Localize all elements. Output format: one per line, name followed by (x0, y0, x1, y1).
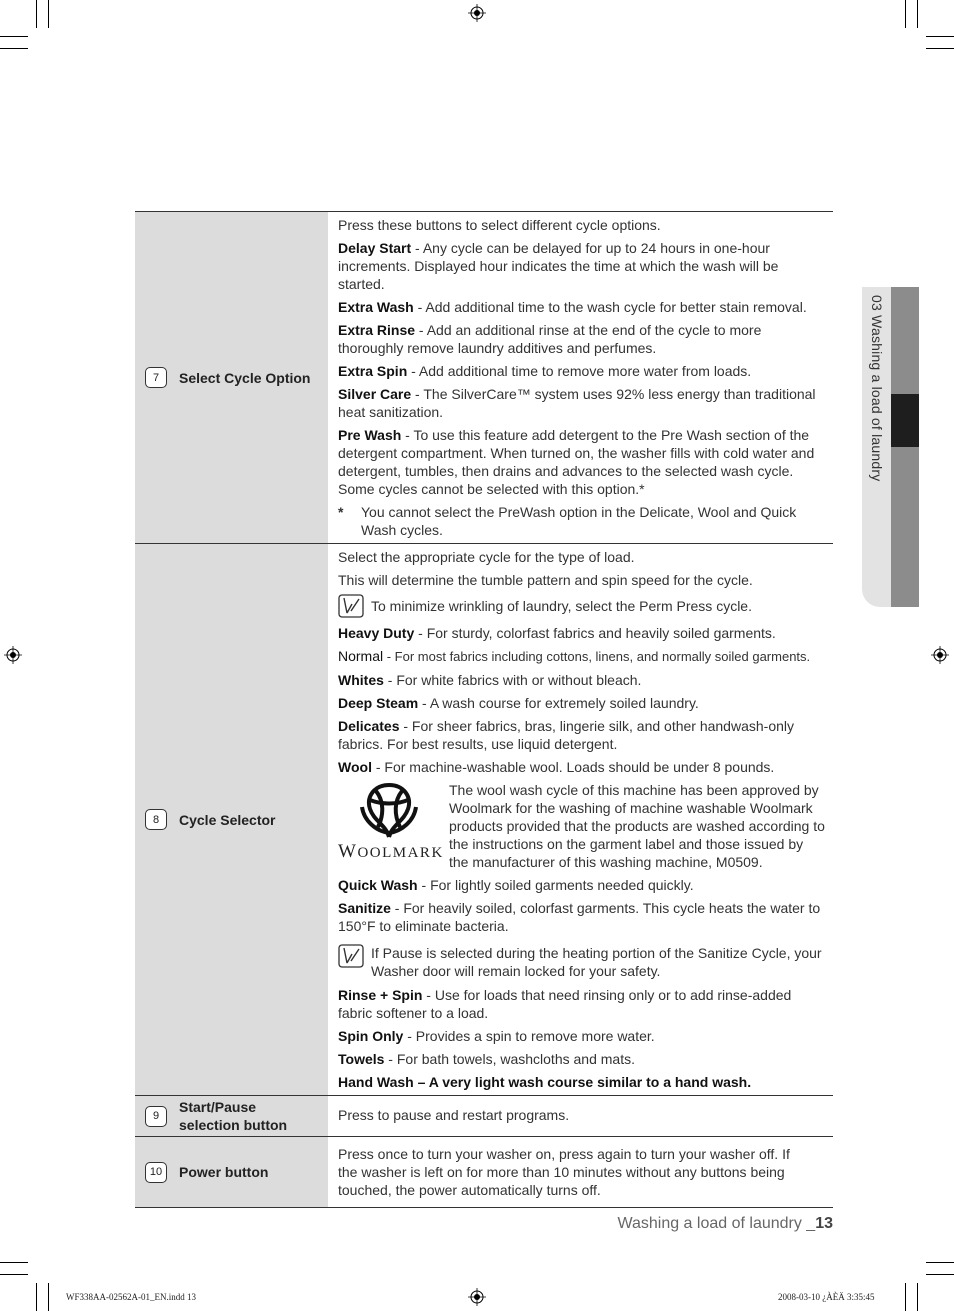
item-number-badge: 8 (145, 809, 167, 830)
list-item: Heavy Duty - For sturdy, colorfast fabrics and heavily soiled garments. (338, 625, 776, 641)
list-item: Deep Steam - A wash course for extremely soiled laundry. (338, 695, 699, 711)
chapter-tab-label: 03 Washing a load of laundry (869, 295, 885, 482)
crop-mark (905, 0, 906, 28)
footer-title: Washing a load of laundry _ (617, 1215, 816, 1232)
page-number: 13 (815, 1215, 833, 1232)
crop-mark (0, 1274, 28, 1275)
row-description-cell (328, 1096, 833, 1137)
table-row (135, 212, 833, 544)
crop-mark (0, 1262, 28, 1263)
row-description-cell (328, 544, 833, 1096)
footnote (338, 503, 825, 539)
crop-mark (926, 1262, 954, 1263)
item-name: Cycle Selector (179, 811, 276, 828)
crop-mark (917, 0, 918, 28)
table-row (135, 544, 833, 1096)
list-item: Normal - For most fabrics including cottons, linens, and normally soiled garments. (338, 648, 811, 664)
list-item: Silver Care - The SilverCare™ system uses 92% less energy than traditional heat sanitization. (338, 386, 816, 420)
registration-mark-icon (931, 646, 949, 664)
list-item: Spin Only - Provides a spin to remove more water. (338, 1028, 655, 1044)
crop-mark (48, 0, 49, 28)
print-slug-file: WF338AA-02562A-01_EN.indd 13 (66, 1292, 196, 1302)
list-item: Towels - For bath towels, washcloths and mats. (338, 1051, 635, 1067)
control-panel-table (135, 211, 833, 1208)
table-row (135, 1137, 833, 1208)
list-item: Pre Wash - To use this feature add detergent to the Pre Wash section of the detergent compartment. When turned on, the washer fills with cold water and detergent, tumbles, then drains and advances to the selected wash cycle. Some cycles cannot be selected with this option.* (338, 427, 815, 497)
page-footer (617, 1215, 833, 1233)
list-item: Quick Wash - For lightly soiled garments needed quickly. (338, 877, 694, 893)
list-item: Whites - For white fabrics with or without bleach. (338, 672, 642, 688)
woolmark-logo-letter: W (338, 841, 358, 862)
description-text: Press to pause and restart programs. (338, 1107, 570, 1123)
row-description-cell (328, 212, 833, 544)
registration-mark-icon (4, 646, 22, 664)
row-name-cell (135, 544, 328, 1096)
note-icon (338, 944, 364, 968)
list-item: Delicates - For sheer fabrics, bras, lingerie silk, and other handwash-only fabrics. For best results, use liquid detergent. (338, 718, 794, 752)
intro-text: Select the appropriate cycle for the type of load. (338, 549, 635, 565)
note (338, 944, 825, 980)
list-item: Rinse + Spin - Use for loads that need rinsing only or to add rinse-added fabric softener to a load. (338, 987, 792, 1021)
crop-mark (48, 1283, 49, 1311)
woolmark-logo-text: OOLMARK (357, 845, 444, 861)
item-number-badge: 9 (145, 1106, 167, 1127)
item-name: Power button (179, 1164, 269, 1180)
chapter-tab-bar (891, 287, 919, 607)
description-text: Press once to turn your washer on, press again to turn your washer off. If the washer is left on for more than 10 minutes without any buttons being touched, the power automatically turns off. (338, 1146, 790, 1198)
item-number-badge: 10 (145, 1162, 167, 1183)
print-slug-date: 2008-03-10 ¿ÀÈÄ 3:35:45 (778, 1292, 875, 1302)
note-text: To minimize wrinkling of laundry, select the Perm Press cycle. (371, 598, 752, 614)
item-number-badge: 7 (145, 367, 167, 388)
list-item: Wool - For machine-washable wool. Loads should be under 8 pounds. (338, 759, 775, 775)
note-text: If Pause is selected during the heating portion of the Sanitize Cycle, your Washer door will remain locked for your safety. (371, 945, 822, 979)
woolmark-block (338, 781, 825, 871)
crop-mark (36, 1283, 37, 1311)
footnote-text: You cannot select the PreWash option in the Delicate, Wool and Quick Wash cycles. (361, 504, 797, 538)
note (338, 594, 825, 618)
list-item: Hand Wash – A very light wash course similar to a hand wash. (338, 1074, 752, 1090)
crop-mark (926, 48, 954, 49)
registration-mark-icon (468, 1288, 486, 1306)
chapter-tab (862, 287, 919, 607)
list-item: Extra Wash - Add additional time to the wash cycle for better stain removal. (338, 299, 807, 315)
woolmark-logo (338, 781, 444, 871)
crop-mark (0, 36, 28, 37)
crop-mark (0, 48, 28, 49)
row-name-cell (135, 1096, 328, 1137)
list-item: Extra Spin - Add additional time to remove more water from loads. (338, 363, 752, 379)
crop-mark (36, 0, 37, 28)
intro-text: Press these buttons to select different cycle options. (338, 217, 661, 233)
row-name-cell (135, 1137, 328, 1208)
woolmark-text: The wool wash cycle of this machine has been approved by Woolmark for the washing of machine washable Woolmark products provided that the products are washed according to the instructions on the garment label and those issued by the manufacturer of this washing machine, M0509. (449, 782, 825, 870)
woolmark-icon (354, 781, 424, 843)
crop-mark (917, 1283, 918, 1311)
item-name: Start/Pause selection button (179, 1099, 288, 1133)
chapter-tab-marker (891, 394, 919, 447)
row-description-cell (328, 1137, 833, 1208)
crop-mark (926, 1274, 954, 1275)
table-row (135, 1096, 833, 1137)
crop-mark (905, 1283, 906, 1311)
registration-mark-icon (468, 4, 486, 22)
row-name-cell (135, 212, 328, 544)
footnote-marker: * (338, 504, 344, 520)
note-icon (338, 594, 364, 618)
list-item: Extra Rinse - Add an additional rinse at the end of the cycle to more thoroughly remove laundry additives and perfumes. (338, 322, 762, 356)
list-item: Sanitize - For heavily soiled, colorfast garments. This cycle heats the water to 150°F to eliminate bacteria. (338, 900, 821, 934)
list-item: Delay Start - Any cycle can be delayed for up to 24 hours in one-hour increments. Displayed hour indicates the time at which the wash will be started. (338, 240, 779, 292)
intro-text: This will determine the tumble pattern and spin speed for the cycle. (338, 572, 753, 588)
item-name: Select Cycle Option (179, 369, 311, 386)
crop-mark (926, 36, 954, 37)
